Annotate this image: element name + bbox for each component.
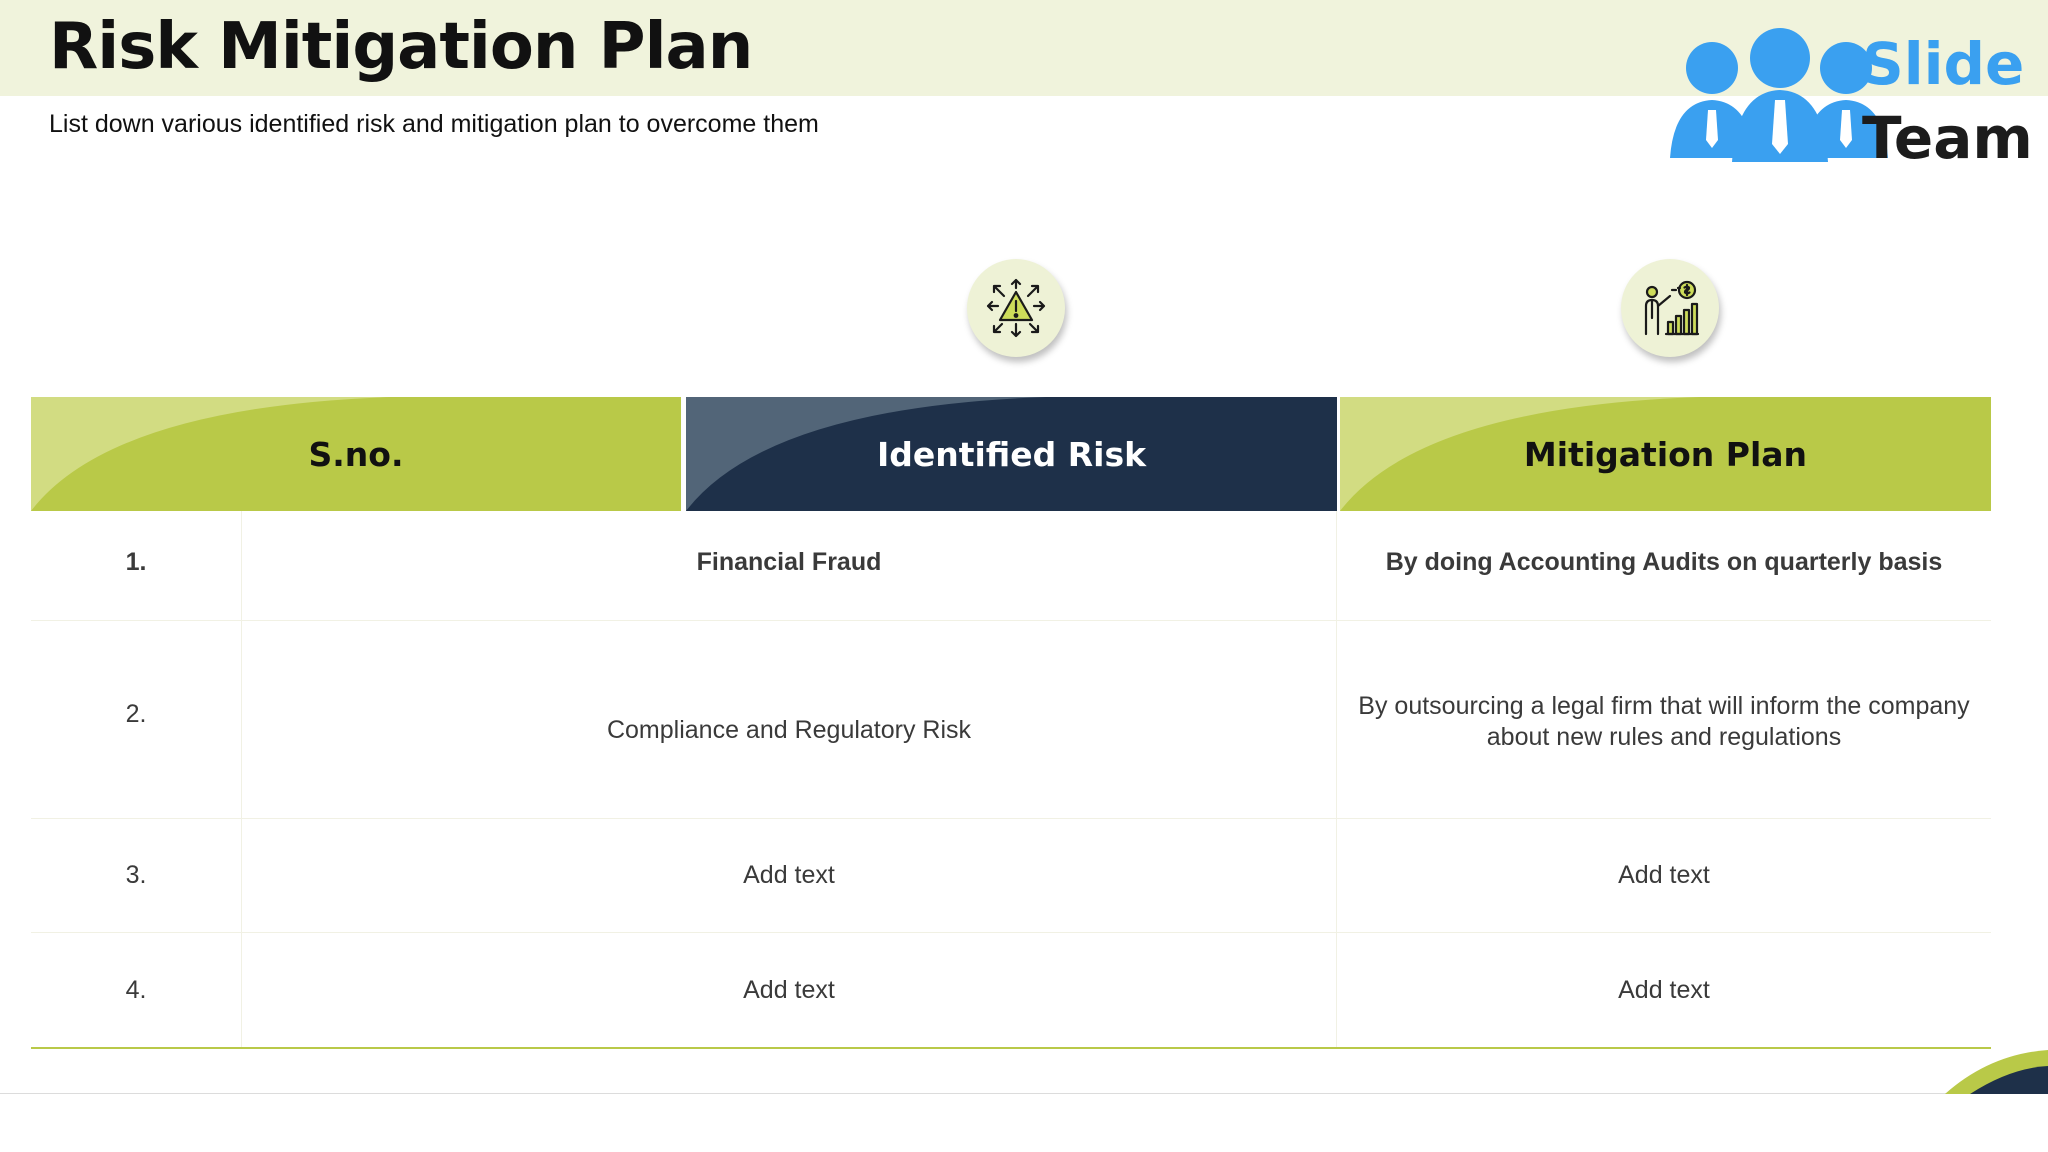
table-row [31, 511, 1991, 621]
row-risk: Add text [242, 819, 1337, 932]
header-sno [31, 397, 681, 511]
header-plan [1340, 397, 1991, 511]
table-row [31, 819, 1991, 933]
row-plan: Add text [1618, 975, 1710, 1004]
corner-swoosh [1940, 1040, 2048, 1094]
table-row [31, 621, 1991, 819]
logo-slide-text: Slide [1862, 30, 2025, 98]
row-risk: Compliance and Regulatory Risk [242, 621, 1337, 818]
risk-warning-arrows-icon [967, 259, 1065, 357]
row-plan: Add text [1618, 861, 1710, 889]
footer-divider [0, 1093, 2048, 1094]
table-bottom-line [31, 1047, 1991, 1049]
logo-team-text: Team [1862, 104, 2033, 172]
page-title: Risk Mitigation Plan [49, 10, 753, 84]
businessman-growth-chart-icon [1621, 259, 1719, 357]
header-sno-label: S.no. [308, 434, 404, 474]
row-risk: Financial Fraud [242, 511, 1337, 620]
row-plan: By doing Accounting Audits on quarterly basis [1385, 548, 1943, 576]
row-sno: 2. [31, 621, 242, 818]
table-row [31, 933, 1991, 1047]
row-sno: 4. [31, 933, 242, 1047]
row-plan: By outsourcing a legal firm that will inform the company about new rules and regulations [1358, 691, 1970, 751]
header-plan-label: Mitigation Plan [1523, 434, 1808, 474]
page-subtitle: List down various identified risk and mitigation plan to overcome them [49, 110, 819, 138]
header-risk [686, 397, 1337, 511]
row-risk: Add text [242, 933, 1337, 1047]
header-risk-label: Identified Risk [876, 434, 1147, 474]
row-sno: 3. [31, 819, 242, 932]
row-sno: 1. [31, 511, 242, 620]
